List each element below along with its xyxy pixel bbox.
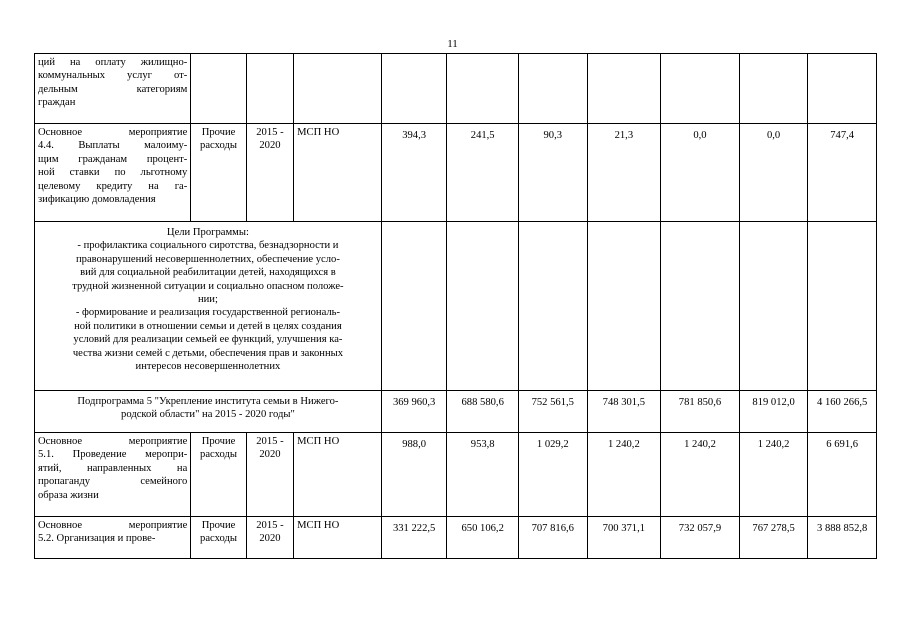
expense-type-line: расходы: [200, 140, 237, 152]
measure-name-line: ций на оплату жилищно-: [38, 57, 188, 68]
value-cell: 767 278,5: [739, 517, 808, 559]
expense-type-cell: [191, 433, 246, 517]
value-cell: 331 222,5: [381, 517, 447, 559]
empty-cell: [447, 222, 519, 391]
empty-cell: [739, 54, 808, 124]
subprogram-name-cell: [35, 391, 382, 433]
empty-cell: [381, 54, 447, 124]
period-line: 2015 -: [256, 436, 284, 447]
value-cell: 1 240,2: [739, 433, 808, 517]
table-row-subprogram-5: [35, 391, 877, 433]
value-total-cell: 747,4: [808, 124, 877, 222]
expense-type-line: Прочие: [201, 520, 236, 531]
measure-name-line: ной ставки по льготному: [38, 167, 188, 179]
empty-cell: [191, 54, 246, 124]
expense-type-cell: [191, 517, 246, 559]
period-line: 2015 -: [256, 127, 284, 138]
value-cell: 369 960,3: [381, 391, 447, 433]
value-cell: 752 561,5: [518, 391, 587, 433]
expense-type-line: расходы: [200, 533, 237, 545]
empty-cell: [587, 222, 661, 391]
value-cell: 953,8: [447, 433, 519, 517]
table-row-measure-4-4: [35, 124, 877, 222]
expense-type-line: Прочие: [201, 436, 236, 447]
measure-name-line: Основное мероприятие: [38, 520, 188, 531]
empty-cell: [739, 222, 808, 391]
period-cell: [246, 124, 293, 222]
measure-name-cell: [35, 124, 191, 222]
value-cell: 688 580,6: [447, 391, 519, 433]
subprogram-name-line: Подпрограмма 5 "Укрепление института семьи в Нижего-: [77, 396, 339, 407]
value-cell: 707 816,6: [518, 517, 587, 559]
program-goals-line: ной политики в отношении семьи и детей в целях создания: [74, 320, 342, 332]
value-cell: 732 057,9: [661, 517, 740, 559]
program-goals-line: трудной жизненной ситуации и социально опасном положе-: [72, 280, 344, 292]
value-total-cell: 6 691,6: [808, 433, 877, 517]
empty-cell: [294, 54, 382, 124]
program-goals-line: - формирование и реализация государственной региональ-: [75, 307, 341, 319]
empty-cell: [246, 54, 293, 124]
measure-name-line: 5.1. Проведение меропри-: [38, 449, 188, 461]
value-cell: 1 029,2: [518, 433, 587, 517]
expense-type-cell: [191, 124, 246, 222]
measure-name-cell: [35, 54, 191, 124]
measure-name-line: граждан: [38, 97, 76, 109]
measure-name-line: образа жизни: [38, 489, 99, 501]
empty-cell: [518, 54, 587, 124]
executor-cell: МСП НО: [294, 433, 382, 517]
value-cell: 781 850,6: [661, 391, 740, 433]
table-row-measure-5-2: [35, 517, 877, 559]
program-goals-line: вий для социальной реабилитации детей, находящихся в: [80, 267, 336, 279]
program-goals-line: нии;: [197, 294, 218, 306]
measure-name-cell: [35, 433, 191, 517]
period-line: 2020: [259, 140, 281, 152]
measure-name-line: целевому кредиту на га-: [38, 180, 188, 192]
value-cell: 0,0: [661, 124, 740, 222]
measure-name-line: коммунальных услуг от-: [38, 70, 188, 82]
table-row-program-goals: [35, 222, 877, 391]
value-cell: 0,0: [739, 124, 808, 222]
expense-type-line: Прочие: [201, 127, 236, 138]
program-goals-line: условий для реализации семьей ее функций, улучшения ка-: [73, 334, 343, 346]
program-goals-line: интересов несовершеннолетних: [135, 361, 281, 373]
page-number: 11: [447, 38, 458, 50]
empty-cell: [661, 222, 740, 391]
value-cell: 819 012,0: [739, 391, 808, 433]
measure-name-line: 5.2. Организация и прове-: [38, 533, 156, 545]
value-total-cell: 4 160 266,5: [808, 391, 877, 433]
value-cell: 650 106,2: [447, 517, 519, 559]
measure-name-line: зификацию домовладения: [38, 194, 156, 206]
value-cell: 988,0: [381, 433, 447, 517]
value-cell: 241,5: [447, 124, 519, 222]
program-goals-line: чества жизни семей с детьми, обеспечения прав и законных: [72, 347, 344, 359]
period-line: 2020: [259, 449, 281, 461]
value-cell: 1 240,2: [661, 433, 740, 517]
measure-name-line: Основное мероприятие: [38, 436, 188, 447]
program-goals-cell: [35, 222, 382, 391]
value-total-cell: 3 888 852,8: [808, 517, 877, 559]
measure-name-line: 4.4. Выплаты малоиму-: [38, 140, 188, 152]
program-goals-line: правонарушений несовершеннолетних, обеспечение усло-: [75, 253, 340, 265]
empty-cell: [808, 222, 877, 391]
empty-cell: [587, 54, 661, 124]
table-row-measure-5-1: [35, 433, 877, 517]
value-cell: 90,3: [518, 124, 587, 222]
budget-table: [34, 53, 877, 559]
expense-type-line: расходы: [200, 449, 237, 461]
table-row-continuation: [35, 54, 877, 124]
value-cell: 394,3: [381, 124, 447, 222]
empty-cell: [808, 54, 877, 124]
measure-name-line: пропаганду семейного: [38, 476, 188, 488]
period-cell: [246, 433, 293, 517]
measure-name-line: ятий, направленных на: [38, 462, 188, 474]
executor-cell: МСП НО: [294, 517, 382, 559]
empty-cell: [518, 222, 587, 391]
measure-name-line: щим гражданам процент-: [38, 153, 188, 165]
period-cell: [246, 517, 293, 559]
value-cell: 748 301,5: [587, 391, 661, 433]
value-cell: 700 371,1: [587, 517, 661, 559]
executor-cell: МСП НО: [294, 124, 382, 222]
empty-cell: [661, 54, 740, 124]
value-cell: 1 240,2: [587, 433, 661, 517]
measure-name-line: Основное мероприятие: [38, 127, 188, 138]
empty-cell: [381, 222, 447, 391]
period-line: 2020: [259, 533, 281, 545]
value-cell: 21,3: [587, 124, 661, 222]
measure-name-line: дельным категориям: [38, 83, 188, 95]
subprogram-name-line: родской области" на 2015 - 2020 годы": [121, 409, 295, 421]
measure-name-cell: [35, 517, 191, 559]
period-line: 2015 -: [256, 520, 284, 531]
program-goals-line: - профилактика социального сиротства, безнадзорности и: [77, 240, 339, 252]
empty-cell: [447, 54, 519, 124]
program-goals-title: Цели Программы:: [166, 227, 249, 238]
